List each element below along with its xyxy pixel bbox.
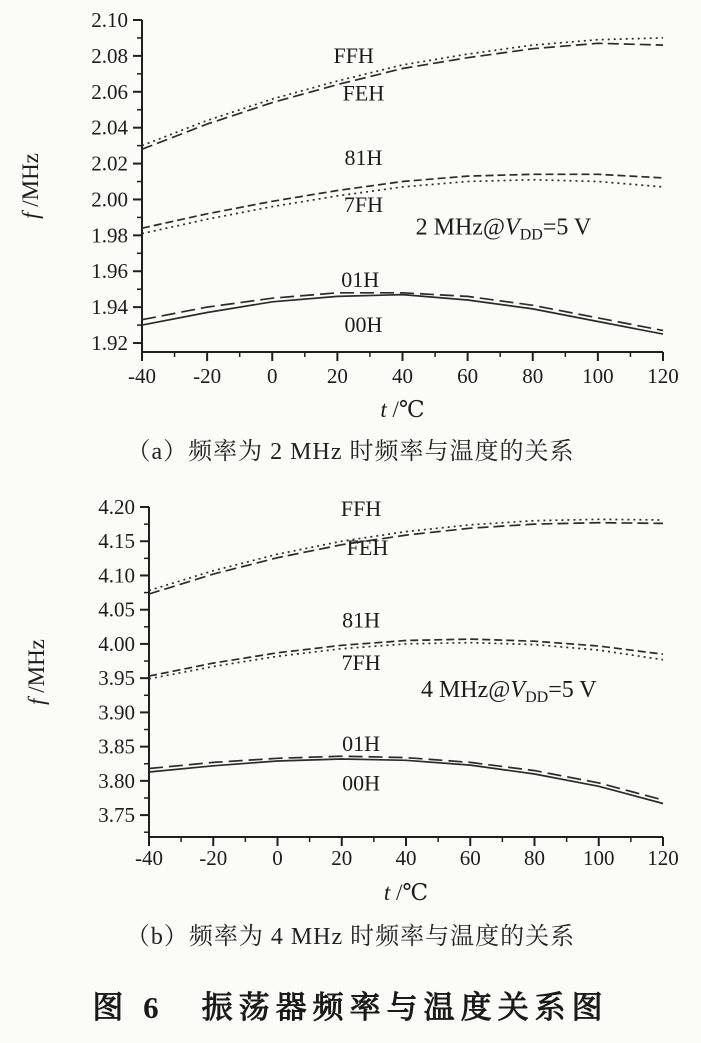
x-axis-label-a: t /℃ — [380, 397, 425, 422]
y-tick-label: 4.00 — [98, 631, 135, 656]
x-tick-label: 0 — [272, 846, 283, 870]
series-FFH-line — [142, 38, 663, 146]
caption-b: （b）频率为 4 MHz 时频率与温度的关系 — [125, 924, 576, 950]
y-tick-label: 3.95 — [98, 666, 135, 691]
x-tick-label: -40 — [135, 846, 163, 870]
x-tick-label: 60 — [457, 364, 479, 388]
vdd-annotation-b: 4 $MHz@V_{DD}=5$ V — [420, 677, 597, 707]
y-tick-label: 1.94 — [91, 295, 128, 320]
axis-b — [149, 507, 663, 837]
y-tick-label: 2.02 — [91, 151, 128, 176]
y-axis-label-a: f /MHz — [18, 153, 43, 219]
x-tick-label: -20 — [193, 364, 222, 388]
y-tick-label: 4.20 — [98, 495, 135, 519]
x-tick-label: 40 — [395, 846, 417, 870]
x-tick-label: -40 — [128, 364, 156, 388]
series-label-00H: 00H — [342, 770, 380, 796]
y-tick-label: 3.80 — [98, 768, 135, 793]
series-label-00H: 00H — [344, 312, 383, 338]
series-01H-line — [142, 293, 663, 331]
y-tick-label: 3.75 — [98, 803, 135, 828]
x-tick-label: 100 — [583, 846, 615, 870]
series-00H-line — [149, 759, 663, 804]
series-01H-line — [149, 756, 663, 800]
x-tick-label: 20 — [331, 846, 353, 870]
x-tick-label: 100 — [582, 364, 614, 388]
x-tick-label: 20 — [326, 364, 348, 388]
series-label-81H: 81H — [344, 145, 383, 171]
series-label-FEH: FEH — [342, 80, 385, 106]
y-tick-label: 3.85 — [98, 734, 135, 759]
y-tick-label: 4.15 — [98, 529, 135, 554]
y-tick-label: 2.06 — [91, 79, 128, 104]
caption-a: （a）频率为 2 MHz 时频率与温度的关系 — [126, 439, 575, 465]
y-tick-label: 1.98 — [91, 223, 128, 248]
y-tick-label: 3.90 — [98, 700, 135, 725]
x-tick-label: 60 — [459, 846, 481, 870]
y-tick-label: 1.92 — [91, 331, 128, 356]
x-tick-label: 0 — [267, 364, 278, 388]
x-tick-label: 120 — [647, 364, 679, 388]
series-label-81H: 81H — [342, 607, 380, 633]
x-tick-label: 40 — [392, 364, 413, 388]
y-axis-label-b: f /MHz — [24, 639, 49, 705]
x-tick-label: 120 — [647, 846, 679, 870]
series-label-7FH: 7FH — [341, 650, 381, 676]
axis-a — [142, 20, 663, 352]
y-tick-label: 4.10 — [98, 563, 135, 588]
y-tick-label: 2.04 — [91, 115, 128, 140]
series-label-FFH: FFH — [333, 42, 374, 68]
y-tick-label: 2.08 — [91, 43, 128, 68]
y-tick-label: 1.96 — [91, 259, 128, 284]
series-label-01H: 01H — [342, 730, 380, 756]
figure-title: 图 6 振荡器频率与温度关系图 — [92, 990, 609, 1025]
x-axis-label-b: t /℃ — [383, 880, 429, 905]
chart-b — [0, 482, 701, 907]
series-00H-line — [142, 295, 663, 338]
series-label-7FH: 7FH — [343, 191, 383, 217]
series-label-01H: 01H — [341, 267, 380, 293]
y-tick-label: 4.05 — [98, 597, 135, 622]
x-tick-label: 80 — [524, 846, 545, 870]
series-FEH-line — [149, 523, 663, 594]
vdd-annotation-a: 2 $MHz@V_{DD}=5$ V — [415, 214, 592, 244]
series-label-FEH: FEH — [346, 535, 389, 561]
y-tick-label: 2.00 — [91, 187, 128, 212]
series-FEH-line — [142, 43, 663, 149]
chart-a — [0, 0, 701, 425]
x-tick-label: -20 — [199, 846, 228, 870]
series-label-FFH: FFH — [340, 496, 382, 522]
y-tick-label: 2.10 — [91, 8, 128, 32]
x-tick-label: 80 — [522, 364, 544, 388]
series-FFH-line — [149, 519, 663, 590]
